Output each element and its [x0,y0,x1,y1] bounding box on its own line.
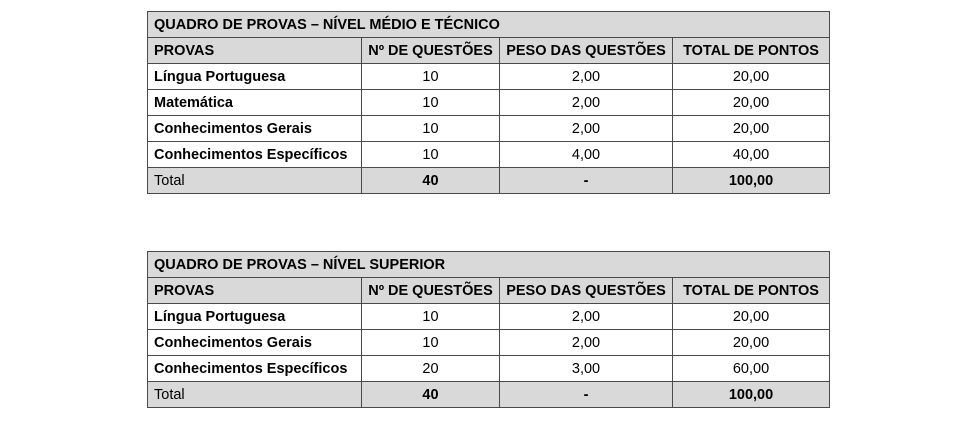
header-num-questoes: Nº DE QUESTÕES [362,38,500,64]
table-row [148,116,830,142]
cell-peso: 2,00 [500,116,673,142]
cell-peso: 2,00 [500,90,673,116]
cell-prova: Conhecimentos Gerais [148,116,362,142]
table-row [148,330,830,356]
cell-questoes: 10 [362,116,500,142]
table-title: QUADRO DE PROVAS – NÍVEL MÉDIO E TÉCNICO [148,12,830,38]
table-row [148,304,830,330]
table-header-row [148,278,830,304]
cell-pontos: 20,00 [673,90,830,116]
header-peso-questoes: PESO DAS QUESTÕES [500,38,673,64]
header-num-questoes: Nº DE QUESTÕES [362,278,500,304]
header-provas: PROVAS [148,278,362,304]
total-questoes: 40 [362,382,500,408]
header-provas: PROVAS [148,38,362,64]
table-title-row [148,252,830,278]
header-total-pontos: TOTAL DE PONTOS [673,278,830,304]
table-row [148,90,830,116]
cell-peso: 3,00 [500,356,673,382]
table-row [148,64,830,90]
cell-pontos: 20,00 [673,116,830,142]
cell-questoes: 10 [362,64,500,90]
cell-peso: 2,00 [500,64,673,90]
cell-pontos: 40,00 [673,142,830,168]
cell-pontos: 20,00 [673,304,830,330]
cell-peso: 4,00 [500,142,673,168]
table-total-row [148,168,830,194]
table-header-row [148,38,830,64]
header-total-pontos: TOTAL DE PONTOS [673,38,830,64]
total-peso: - [500,168,673,194]
cell-prova: Matemática [148,90,362,116]
table-title-row [148,12,830,38]
cell-prova: Conhecimentos Específicos [148,142,362,168]
quadro-provas-superior [147,251,830,408]
table-row [148,142,830,168]
cell-questoes: 10 [362,330,500,356]
cell-questoes: 10 [362,90,500,116]
cell-prova: Língua Portuguesa [148,64,362,90]
cell-pontos: 20,00 [673,330,830,356]
cell-peso: 2,00 [500,330,673,356]
total-label: Total [148,168,362,194]
cell-questoes: 20 [362,356,500,382]
header-peso-questoes: PESO DAS QUESTÕES [500,278,673,304]
table-total-row [148,382,830,408]
quadro-provas-medio-tecnico [147,11,830,194]
cell-prova: Conhecimentos Específicos [148,356,362,382]
total-pontos: 100,00 [673,168,830,194]
total-peso: - [500,382,673,408]
table-row [148,356,830,382]
cell-pontos: 20,00 [673,64,830,90]
cell-prova: Língua Portuguesa [148,304,362,330]
cell-questoes: 10 [362,142,500,168]
total-questoes: 40 [362,168,500,194]
total-pontos: 100,00 [673,382,830,408]
cell-prova: Conhecimentos Gerais [148,330,362,356]
total-label: Total [148,382,362,408]
table-title: QUADRO DE PROVAS – NÍVEL SUPERIOR [148,252,830,278]
cell-pontos: 60,00 [673,356,830,382]
cell-questoes: 10 [362,304,500,330]
cell-peso: 2,00 [500,304,673,330]
